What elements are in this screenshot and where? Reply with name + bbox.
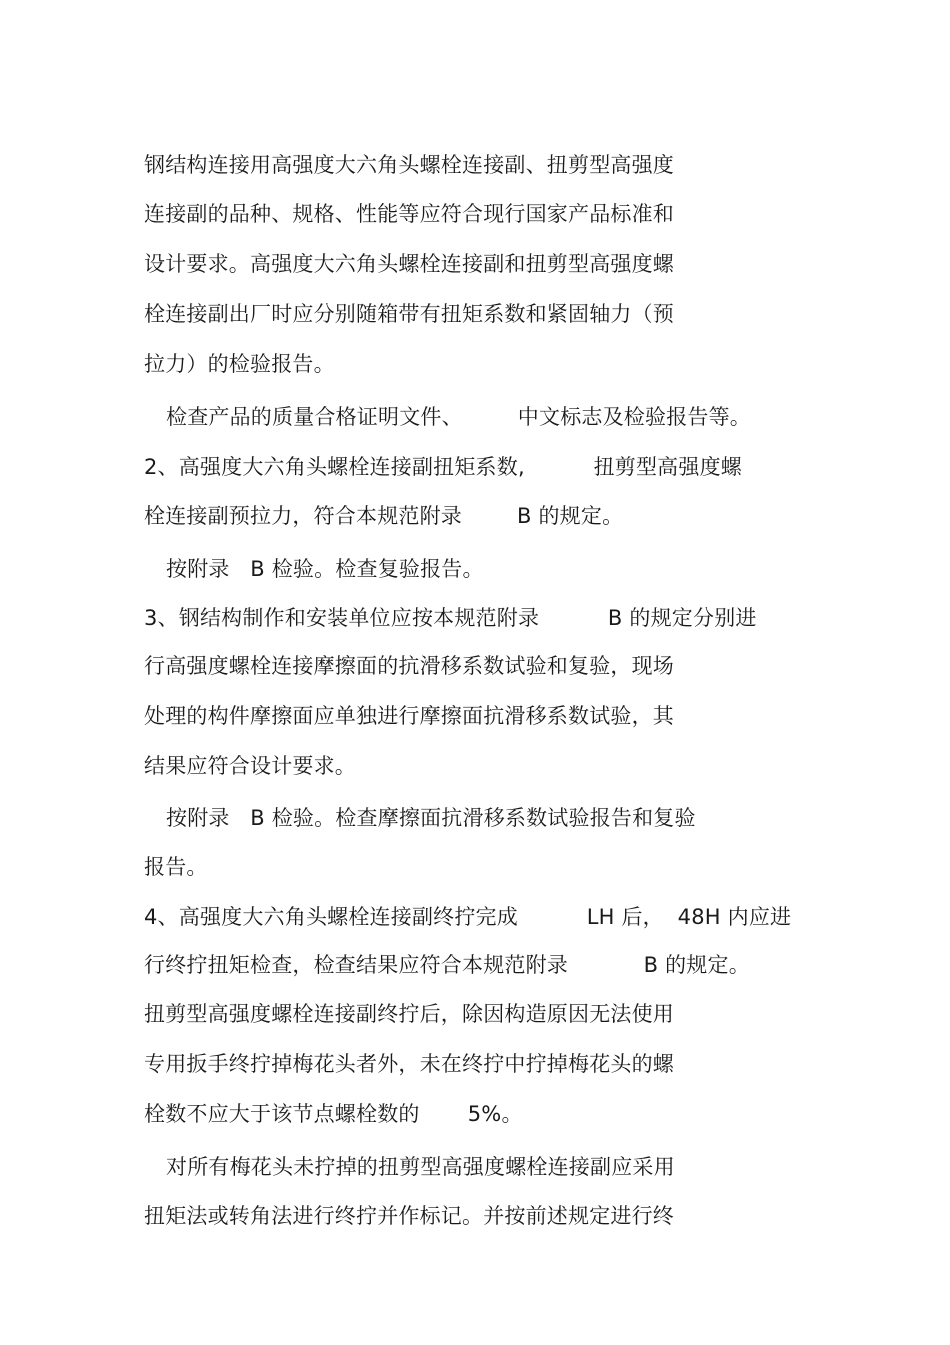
- text-line: 设计要求。高强度大六角头螺栓连接副和扭剪型高强度螺: [144, 252, 674, 276]
- text-line: 处理的构件摩擦面应单独进行摩擦面抗滑移系数试验，其: [144, 704, 674, 728]
- text-line: 结果应符合设计要求。: [144, 754, 356, 778]
- text-line: 按附录 B 检验。检查复验报告。: [166, 557, 484, 581]
- text-line: 检查产品的质量合格证明文件、 中文标志及检验报告等。: [166, 405, 751, 429]
- text-line: 按附录 B 检验。检查摩擦面抗滑移系数试验报告和复验: [166, 806, 696, 830]
- text-line: 3、钢结构制作和安装单位应按本规范附录 B 的规定分别进: [144, 606, 757, 630]
- text-line: 对所有梅花头未拧掉的扭剪型高强度螺栓连接副应采用: [166, 1155, 675, 1179]
- text-line: 2、高强度大六角头螺栓连接副扭矩系数, 扭剪型高强度螺: [144, 455, 742, 479]
- text-line: 扭矩法或转角法进行终拧并作标记。并按前述规定进行终: [144, 1204, 674, 1228]
- text-line: 行高强度螺栓连接摩擦面的抗滑移系数试验和复验，现场: [144, 654, 674, 678]
- text-line: 扭剪型高强度螺栓连接副终拧后，除因构造原因无法使用: [144, 1002, 674, 1026]
- text-line: 栓连接副预拉力，符合本规范附录 B 的规定。: [144, 504, 624, 528]
- text-line: 栓连接副出厂时应分别随箱带有扭矩系数和紧固轴力（预: [144, 302, 674, 326]
- text-line: 拉力）的检验报告。: [144, 352, 335, 376]
- text-line: 栓数不应大于该节点螺栓数的 5%。: [144, 1102, 523, 1126]
- text-line: 专用扳手终拧掉梅花头者外，未在终拧中拧掉梅花头的螺: [144, 1052, 674, 1076]
- text-line: 4、高强度大六角头螺栓连接副终拧完成 LH 后， 48H 内应进: [144, 905, 792, 929]
- text-line: 报告。: [144, 855, 208, 879]
- text-line: 行终拧扭矩检查，检查结果应符合本规范附录 B 的规定。: [144, 953, 750, 977]
- text-line: 钢结构连接用高强度大六角头螺栓连接副、扭剪型高强度: [144, 153, 674, 177]
- text-line: 连接副的品种、规格、性能等应符合现行国家产品标准和: [144, 202, 674, 226]
